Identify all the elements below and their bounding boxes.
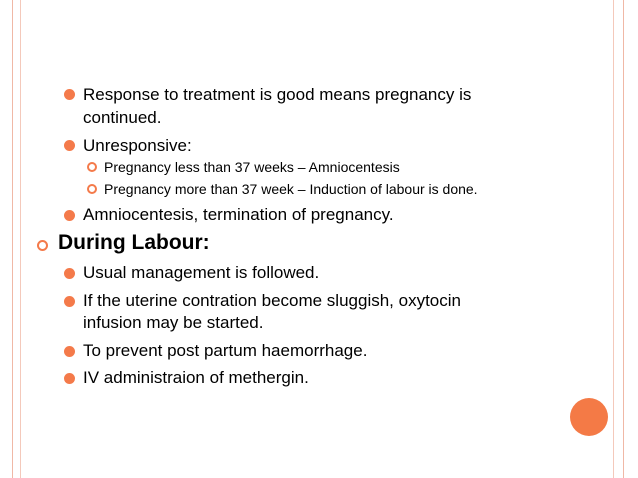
section-heading: During Labour: xyxy=(58,231,210,254)
list-item-text: To prevent post partum haemorrhage. xyxy=(83,341,368,360)
list-item-text: Usual management is followed. xyxy=(83,263,320,282)
bullet-dot-icon xyxy=(64,296,75,307)
bullet-ring-icon xyxy=(87,162,97,172)
bullet-dot-icon xyxy=(64,210,75,221)
list-item-text: Amniocentesis, termination of pregnancy. xyxy=(83,205,394,224)
list-item-text: Unresponsive: xyxy=(83,136,192,155)
bullet-dot-icon xyxy=(64,373,75,384)
bullet-ring-icon xyxy=(37,240,48,251)
list-item-text: Pregnancy more than 37 week – Induction of labour is done. xyxy=(104,181,478,197)
list-item-text: If the uterine contration become sluggish, oxytocin xyxy=(83,291,461,310)
decorative-circle xyxy=(570,398,608,436)
bullet-dot-icon xyxy=(64,268,75,279)
bullet-dot-icon xyxy=(64,346,75,357)
list-item-text: IV administraion of methergin. xyxy=(83,368,309,387)
bullet-dot-icon xyxy=(64,140,75,151)
bullet-dot-icon xyxy=(64,89,75,100)
list-item-text: continued. xyxy=(83,108,162,127)
list-item-text: Response to treatment is good means pregnancy is xyxy=(83,85,472,104)
list-item-text: infusion may be started. xyxy=(83,313,264,332)
bullet-ring-icon xyxy=(87,184,97,194)
list-item-text: Pregnancy less than 37 weeks – Amniocentesis xyxy=(104,159,400,175)
